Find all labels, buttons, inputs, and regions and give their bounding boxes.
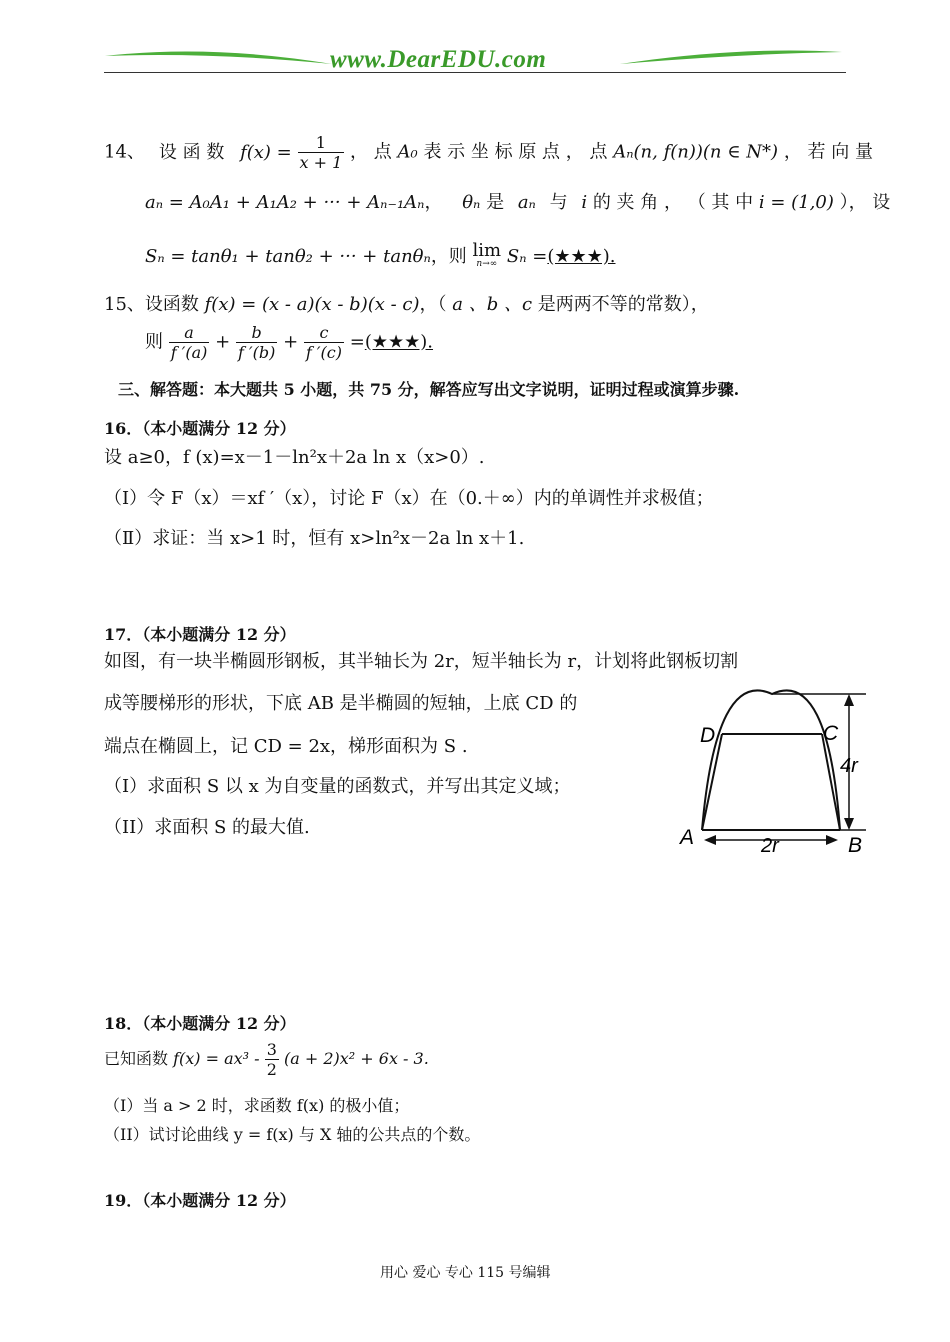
q17-line5: （II）求面积 S 的最大值. <box>104 817 310 838</box>
label-A: A <box>680 826 695 849</box>
q14-line1: 14、 设 函 数 f(x) = $\frac{1}{x + 1}$ ， 点 A₀ 表 示 坐 标 原 点 ， 点 Aₙ(n, f(n))(n ∈ N*) ， 若 向 量 <box>104 133 873 172</box>
q17-line3: 端点在椭圆上，记 CD = 2x，梯形面积为 S . <box>104 736 468 757</box>
q19-title: 19．（本小题满分 12 分） <box>104 1191 296 1210</box>
section-heading: 三、解答题：本大题共 5 小题，共 75 分，解答应写出文字说明，证明过程或演算步骤. <box>118 380 740 399</box>
label-height: 4r <box>840 755 858 777</box>
label-C: C <box>823 722 839 745</box>
q17-line4: （I）求面积 S 以 x 为自变量的函数式，并写出其定义域； <box>104 776 571 797</box>
q18-title: 18．（本小题满分 12 分） <box>104 1014 296 1033</box>
footer: 用心 爱心 专心 115 号编辑 <box>380 1265 551 1281</box>
ellipse-trapezoid-figure <box>676 688 868 860</box>
q18-line3: （II）试讨论曲线 y = f(x) 与 X 轴的公共点的个数。 <box>104 1125 481 1144</box>
q17-line1: 如图，有一块半椭圆形钢板，其半轴长为 2r，短半轴长为 r，计划将此钢板切割 <box>104 651 739 672</box>
label-B: B <box>848 834 863 857</box>
label-width: 2r <box>761 835 779 857</box>
header-rule <box>104 72 846 73</box>
label-D: D <box>700 724 716 747</box>
q15-line2: 则 $\frac{a}{f '(a)}$ + $\frac{b}{f '(b)}$ + $\frac{c}{f '(c)}$ =(★★★). <box>145 323 434 362</box>
site-logo: www.DearEDU.com <box>330 46 547 73</box>
q16-line3: （Ⅱ）求证：当 x>1 时，恒有 x>ln²x－2a ln x＋1. <box>104 528 525 549</box>
q16-line1: 设 a≥0，f (x)=x－1－ln²x＋2a ln x（x>0）. <box>104 447 485 468</box>
q14-line3: Sₙ = tanθ₁ + tanθ₂ + ··· + tanθₙ，则 lim n→∞ Sₙ =(★★★). <box>145 240 616 269</box>
q18-line2: （I）当 a > 2 时，求函数 f(x) 的极小值； <box>104 1096 410 1115</box>
q15-line1: 15、设函数 f(x) = (x - a)(x - b)(x - c)，（ a 、b 、c 是两两不等的常数）， <box>104 294 709 315</box>
q17-title: 17．（本小题满分 12 分） <box>104 625 296 644</box>
q17-line2: 成等腰梯形的形状，下底 AB 是半椭圆的短轴，上底 CD 的 <box>104 693 578 714</box>
q16-line2: （Ⅰ）令 F（x）＝xf ′（x），讨论 F（x）在（0.＋∞）内的单调性并求极值； <box>104 488 714 509</box>
q18-line1: 已知函数 f(x) = ax³ - $\frac{3}{2}$ (a + 2)x² + 6x - 3. <box>104 1040 429 1079</box>
q16-title: 16．（本小题满分 12 分） <box>104 419 296 438</box>
q14-line2: aₙ = A₀A₁ + A₁A₂ + ··· + Aₙ₋₁Aₙ， θₙ 是 aₙ 与 i 的 夹 角 ， （ 其 中 i = (1,0) ）， 设 <box>145 192 891 213</box>
